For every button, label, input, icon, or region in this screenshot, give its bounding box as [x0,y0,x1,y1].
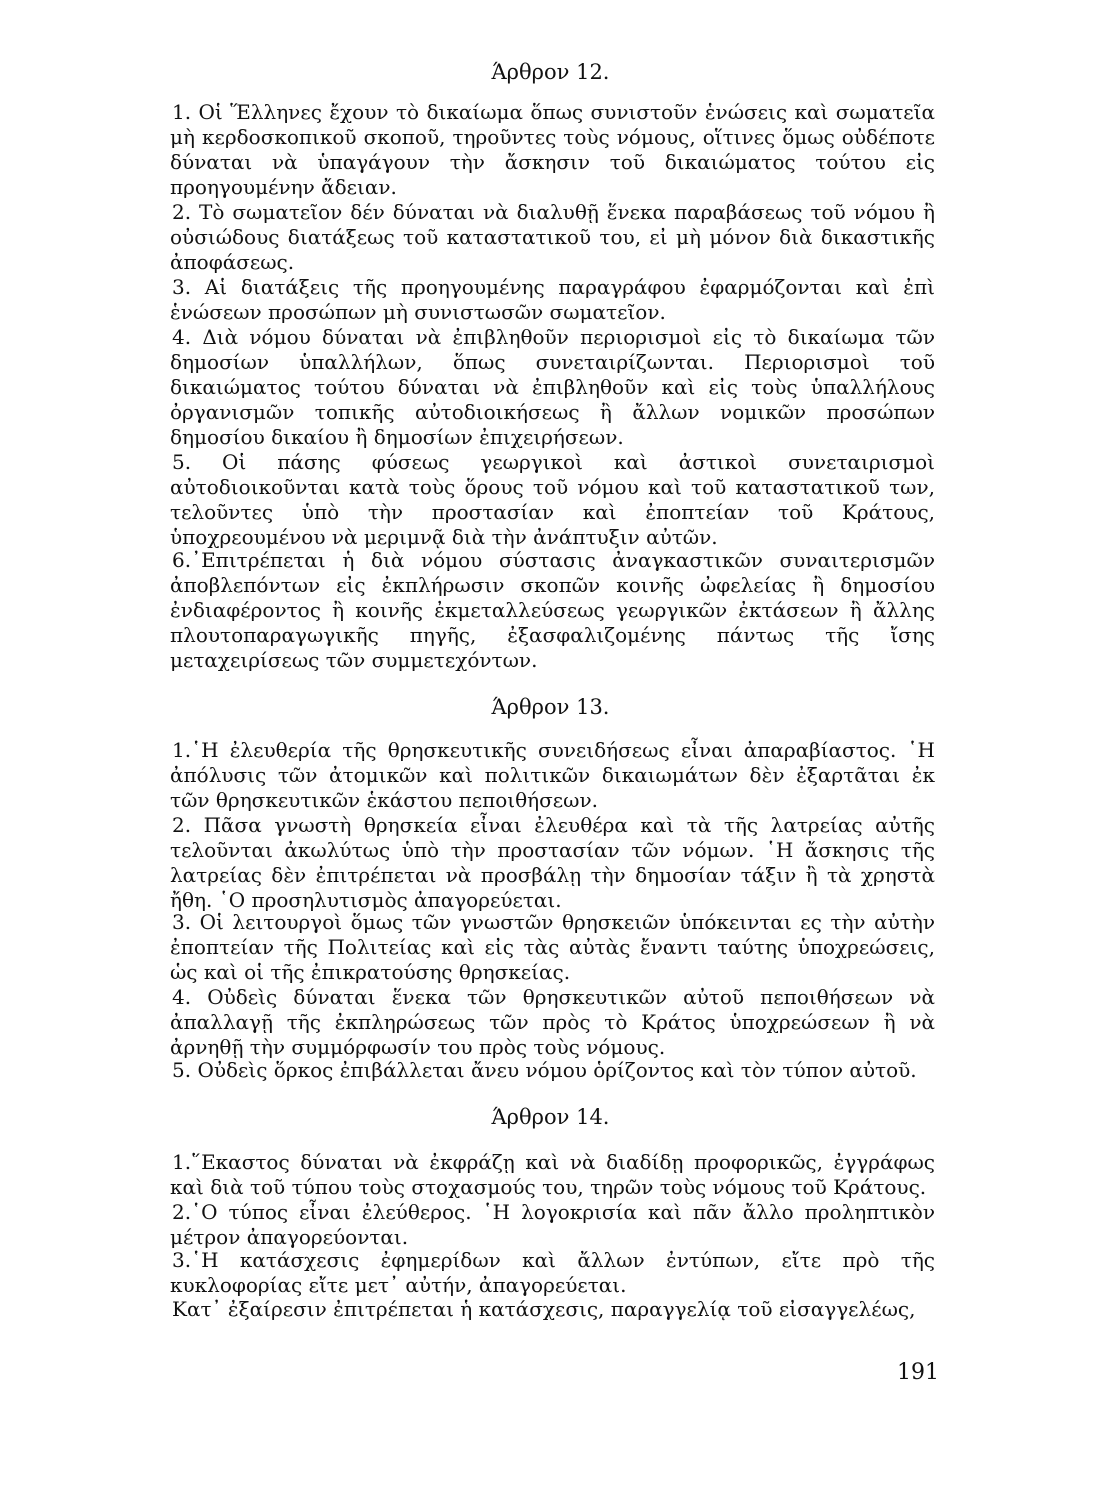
article-12-paragraph-3: 3. Αἱ διατάξεις τῆς προηγουμένης παραγράφου ἐφαρμόζονται καὶ ἐπὶ ἑνώσεων προσώπων μὴ συνιστωσῶν σωματεῖον. [170,275,935,324]
article-13-paragraph-1: 1.῾Η ἐλευθερία τῆς θρησκευτικῆς συνειδήσεως εἶναι ἀπαραβίαστος. ῾Η ἀπόλυσις τῶν ἀτομικῶν καὶ πολιτικῶν δικαιωμάτων δὲν ἐξαρτᾶται ἐκ τῶν θρησκευτικῶν ἑκάστου πεποιθήσεων. [170,738,935,812]
article-12-paragraph-2: 2. Τὸ σωματεῖον δέν δύναται νὰ διαλυθῇ ἕνεκα παραβάσεως τοῦ νόμου ἢ οὐσιώδους διατάξεως τοῦ καταστατικοῦ του, εἰ μὴ μόνον διὰ δικαστικῆς ἀποφάσεως. [170,200,935,274]
article-13-paragraph-5: 5. Οὐδεὶς ὅρκος ἐπιβάλλεται ἄνευ νόμου ὁρίζοντος καὶ τὸν τύπον αὐτοῦ. [172,1058,917,1082]
article-14-paragraph-2: 2.῾Ο τύπος εἶναι ἐλεύθερος. ῾Η λογοκρισία καὶ πᾶν ἄλλο προληπτικὸν μέτρον ἀπαγορεύονται. [170,1200,935,1249]
article-12-paragraph-5: 5. Οἱ πάσης φύσεως γεωργικοὶ καὶ ἀστικοὶ συνεταιρισμοὶ αὐτοδιοικοῦνται κατὰ τοὺς ὅρους τοῦ νόμου καὶ τοῦ καταστατικοῦ των, τελοῦντες ὑπὸ τὴν προστασίαν καὶ ἐποπτείαν τοῦ Κράτους, ὑποχρεουμένου νὰ μεριμνᾷ διὰ τὴν ἀνάπτυξιν αὐτῶν. [170,450,935,549]
article-13-paragraph-2: 2. Πᾶσα γνωστὴ θρησκεία εἶναι ἐλευθέρα καὶ τὰ τῆς λατρείας αὐτῆς τελοῦνται ἀκωλύτως ὑπὸ τὴν προστασίαν τῶν νόμων. ῾Η ἄσκησις τῆς λατρείας δὲν ἐπιτρέπεται νὰ προσβάλῃ τὴν δημοσίαν τάξιν ἢ τὰ χρηστὰ ἤθη. ῾Ο προσηλυτισμὸς ἀπαγορεύεται. [170,813,935,912]
article-12-heading: Άρθρον 12. [491,60,610,84]
article-12-paragraph-1: 1. Οἱ Ἕλληνες ἔχουν τὸ δικαίωμα ὅπως συνιστοῦν ἑνώσεις καὶ σωματεῖα μὴ κερδοσκοπικοῦ σκοποῦ, τηροῦντες τοὺς νόμους, οἵτινες ὅμως οὐδέποτε δύναται νὰ ὑπαγάγουν τὴν ἄσκησιν τοῦ δικαιώματος τούτου εἰς προηγουμένην ἄδειαν. [170,100,935,199]
article-14-paragraph-4: Κατ᾿ ἐξαίρεσιν ἐπιτρέπεται ἡ κατάσχεσις, παραγγελίᾳ τοῦ εἰσαγγελέως, [172,1297,916,1321]
article-12-paragraph-4: 4. Διὰ νόμου δύναται νὰ ἐπιβληθοῦν περιορισμοὶ εἰς τὸ δικαίωμα τῶν δημοσίων ὑπαλλήλων, ὅπως συνεταιρίζωνται. Περιορισμοὶ τοῦ δικαιώματος τούτου δύναται νὰ ἐπιβληθοῦν καὶ εἰς τοὺς ὑπαλλήλους ὀργανισμῶν τοπικῆς αὐτοδιοικήσεως ἢ ἄλλων νομικῶν προσώπων δημοσίου δικαίου ἢ δημοσίων ἐπιχειρήσεων. [170,325,935,449]
article-12-paragraph-6: 6.᾿Επιτρέπεται ἡ διὰ νόμου σύστασις ἀναγκαστικῶν συναιτερισμῶν ἀποβλεπόντων εἰς ἐκπλήρωσιν σκοπῶν κοινῆς ὠφελείας ἢ δημοσίου ἐνδιαφέροντος ἢ κοινῆς ἐκμεταλλεύσεως γεωργικῶν ἐκτάσεων ἢ ἄλλης πλουτοπαραγωγικῆς πηγῆς, ἐξασφαλιζομένης πάντως τῆς ἴσης μεταχειρίσεως τῶν συμμετεχόντων. [170,548,935,672]
article-13-paragraph-3: 3. Οἱ λειτουργοὶ ὅμως τῶν γνωστῶν θρησκειῶν ὑπόκεινται ες τὴν αὐτὴν ἐποπτείαν τῆς Πολιτείας καὶ εἰς τὰς αὐτὰς ἔναντι ταύτης ὑποχρεώσεις, ὡς καὶ οἱ τῆς ἐπικρατούσης θρησκείας. [170,910,935,984]
page-number: 191 [897,1360,939,1385]
article-14-paragraph-3: 3.῾Η κατάσχεσις ἐφημερίδων καὶ ἄλλων ἐντύπων, εἴτε πρὸ τῆς κυκλοφορίας εἴτε μετ᾿ αὐτήν, ἀπαγορεύεται. [170,1248,935,1297]
article-14-heading: Άρθρον 14. [491,1105,610,1129]
article-13-heading: Άρθρον 13. [491,695,610,719]
article-14-paragraph-1: 1.῞Εκαστος δύναται νὰ ἐκφράζῃ καὶ νὰ διαδίδῃ προφορικῶς, ἐγγράφως καὶ διὰ τοῦ τύπου τοὺς στοχασμούς του, τηρῶν τοὺς νόμους τοῦ Κράτους. [170,1150,935,1199]
article-13-paragraph-4: 4. Οὐδεὶς δύναται ἕνεκα τῶν θρησκευτικῶν αὐτοῦ πεποιθήσεων νὰ ἀπαλλαγῇ τῆς ἐκπληρώσεως τῶν πρὸς τὸ Κράτος ὑποχρεώσεων ἢ νὰ ἀρνηθῇ τὴν συμμόρφωσίν του πρὸς τοὺς νόμους. [170,985,935,1059]
